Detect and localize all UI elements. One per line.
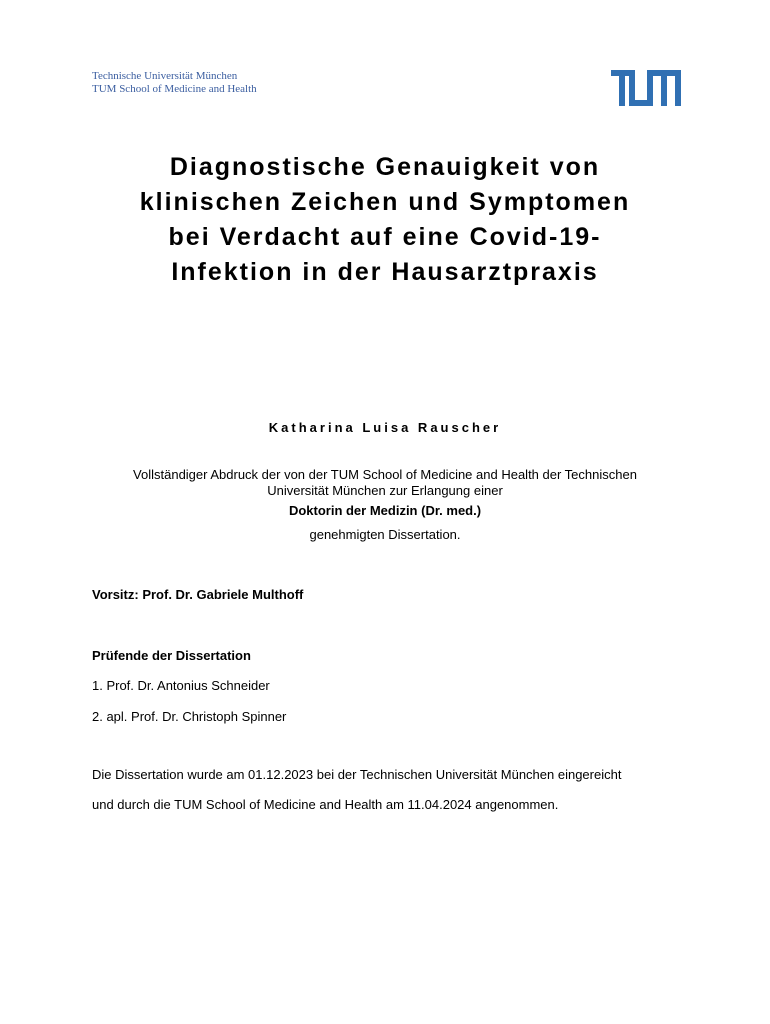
degree-title: Doktorin der Medizin (Dr. med.) [288, 503, 482, 518]
author-name: Katharina Luisa Rauscher [268, 420, 502, 435]
abdruck-line-2: Universität München zur Erlangung einer [267, 483, 503, 498]
title-line-4: Infektion in der Hausarztpraxis [171, 258, 599, 286]
institution-school: TUM School of Medicine and Health [92, 83, 257, 95]
chair-line: Vorsitz: Prof. Dr. Gabriele Multhoff [92, 587, 304, 602]
submission-line-2: und durch die TUM School of Medicine and Health am 11.04.2024 angenommen. [92, 797, 559, 812]
institution-header [92, 70, 257, 96]
submission-line-1: Die Dissertation wurde am 01.12.2023 bei der Technischen Universität München eingereicht [92, 767, 622, 782]
abdruck-statement [80, 467, 690, 499]
abdruck-line-1: Vollständiger Abdruck der von der TUM School of Medicine and Health der Technischen [133, 467, 637, 482]
tum-logo-icon [611, 70, 681, 106]
title-line-2: klinischen Zeichen und Symptomen [139, 188, 631, 216]
examiner-2: 2. apl. Prof. Dr. Christoph Spinner [92, 709, 287, 724]
institution-university: Technische Universität München [92, 70, 238, 82]
title-line-1: Diagnostische Genauigkeit von [169, 153, 601, 181]
examiners-heading: Prüfende der Dissertation [92, 648, 251, 663]
thesis-title [60, 150, 710, 290]
examiner-1: 1. Prof. Dr. Antonius Schneider [92, 678, 270, 693]
title-line-3: bei Verdacht auf eine Covid-19- [168, 223, 602, 251]
approved-dissertation: genehmigten Dissertation. [309, 527, 461, 542]
